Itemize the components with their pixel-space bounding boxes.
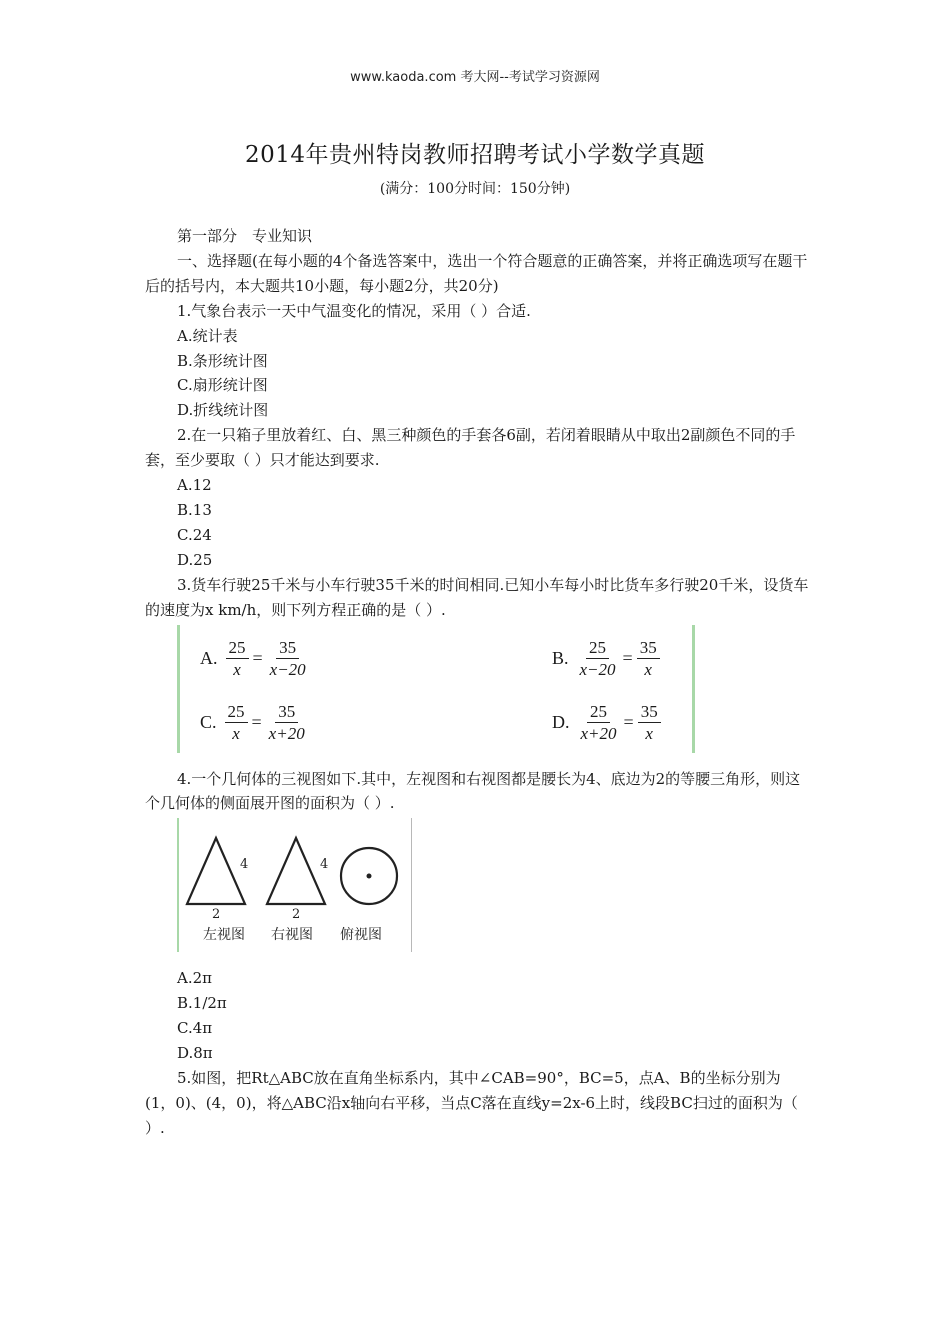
right-view-base-label: 2 bbox=[292, 907, 301, 923]
numerator: 25 bbox=[225, 701, 248, 723]
answer-option: D.8π bbox=[177, 1044, 213, 1063]
formula-option-c bbox=[200, 701, 308, 744]
top-view-caption: 俯视图 bbox=[340, 927, 382, 944]
formula-options-figure bbox=[177, 625, 695, 753]
answer-option: B.1/2π bbox=[177, 994, 227, 1013]
fraction bbox=[637, 637, 660, 680]
fraction bbox=[266, 701, 308, 744]
answer-option: C.24 bbox=[177, 525, 212, 544]
formula-option-d bbox=[552, 701, 661, 744]
option-label: B. bbox=[552, 647, 569, 668]
equals-sign: = bbox=[251, 711, 262, 732]
three-view-figure bbox=[177, 818, 412, 952]
numerator: 35 bbox=[276, 637, 299, 659]
fraction bbox=[577, 637, 619, 680]
denominator: x bbox=[644, 659, 652, 679]
question-stem: 1.气象台表示一天中气温变化的情况，采用（ ）合适. bbox=[177, 301, 531, 320]
three-view-drawing bbox=[179, 818, 409, 952]
numerator: 35 bbox=[637, 637, 660, 659]
answer-option: D.25 bbox=[177, 550, 213, 569]
answer-option: A.12 bbox=[177, 476, 212, 495]
site-header: www.kaoda.com 考大网--考试学习资源网 bbox=[350, 70, 600, 85]
numerator: 25 bbox=[226, 637, 249, 659]
left-view-base-label: 2 bbox=[212, 907, 221, 923]
fraction bbox=[267, 637, 309, 680]
right-view-triangle bbox=[267, 838, 325, 904]
left-view-caption: 左视图 bbox=[203, 927, 245, 944]
right-view-caption: 右视图 bbox=[271, 927, 313, 944]
right-view-side-label: 4 bbox=[320, 857, 329, 873]
equals-sign: = bbox=[622, 647, 633, 668]
numerator: 35 bbox=[275, 701, 298, 723]
option-label: C. bbox=[200, 711, 217, 732]
denominator: x bbox=[233, 659, 241, 679]
fraction bbox=[225, 701, 248, 744]
question-stem: 2.在一只箱子里放着红、白、黑三种颜色的手套各6副，若闭着眼睛从中取出2副颜色不同的手套，至少要取（ ）只才能达到要求. bbox=[145, 426, 796, 470]
equals-sign: = bbox=[252, 647, 263, 668]
denominator: x−20 bbox=[579, 659, 616, 679]
answer-option: A.统计表 bbox=[177, 326, 238, 345]
answer-option: D.折线统计图 bbox=[177, 401, 269, 420]
fraction bbox=[226, 637, 249, 680]
formula-option-b bbox=[552, 637, 660, 680]
answer-option: B.条形统计图 bbox=[177, 351, 268, 370]
option-label: D. bbox=[552, 711, 570, 732]
option-label: A. bbox=[200, 647, 218, 668]
numerator: 25 bbox=[586, 637, 609, 659]
page-title: 2014年贵州特岗教师招聘考试小学数学真题 bbox=[244, 142, 706, 168]
denominator: x+20 bbox=[268, 723, 305, 743]
equals-sign: = bbox=[623, 711, 634, 732]
instructions: 一、选择题(在每小题的4个备选答案中，选出一个符合题意的正确答案，并将正确选项写在题干后的括号内，本大题共10小题，每小题2分，共20分) bbox=[145, 251, 808, 295]
fraction bbox=[578, 701, 620, 744]
question-stem: 4.一个几何体的三视图如下.其中，左视图和右视图都是腰长为4、底边为2的等腰三角形，则这个几何体的侧面展开图的面积为（ ）. bbox=[145, 769, 801, 813]
fraction bbox=[638, 701, 661, 744]
section-heading: 第一部分 专业知识 bbox=[177, 227, 313, 245]
answer-option: A.2π bbox=[177, 969, 213, 988]
exam-info: (满分：100分时间：150分钟) bbox=[379, 181, 571, 197]
formula-option-a bbox=[200, 637, 309, 680]
denominator: x bbox=[645, 723, 653, 743]
numerator: 35 bbox=[638, 701, 661, 723]
answer-option: B.13 bbox=[177, 500, 212, 519]
top-view-center-dot bbox=[367, 874, 372, 879]
denominator: x−20 bbox=[269, 659, 306, 679]
denominator: x+20 bbox=[580, 723, 617, 743]
question-stem: 3.货车行驶25千米与小车行驶35千米的时间相同.已知小车每小时比货车多行驶20千米，设货车的速度为x km/h，则下列方程正确的是（ ）. bbox=[145, 575, 809, 619]
answer-option: C.扇形统计图 bbox=[177, 376, 268, 395]
numerator: 25 bbox=[587, 701, 610, 723]
exam-content bbox=[145, 224, 810, 1141]
left-view-triangle bbox=[187, 838, 245, 904]
question-stem: 5.如图，把Rt△ABC放在直角坐标系内，其中∠CAB=90°，BC=5，点A、B的坐标分别为(1，0)、(4，0)，将△ABC沿x轴向右平移，当点C落在直线y=2x-6上时，线段BC扫过的面积为（ ）. bbox=[145, 1068, 798, 1137]
answer-option: C.4π bbox=[177, 1019, 213, 1038]
denominator: x bbox=[232, 723, 240, 743]
left-view-side-label: 4 bbox=[240, 857, 249, 873]
